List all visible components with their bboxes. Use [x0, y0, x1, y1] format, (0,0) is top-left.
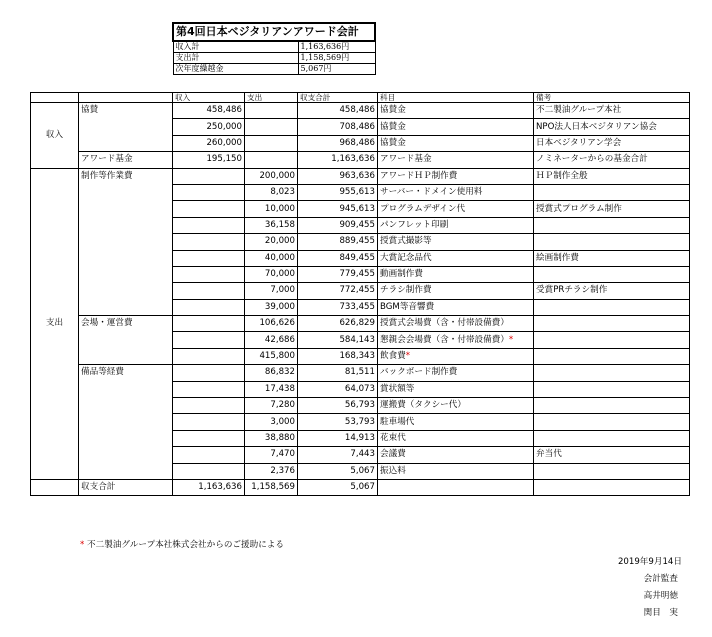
- subject-text: 花束代: [380, 433, 406, 443]
- summary-value: 1,163,636円: [298, 41, 375, 53]
- cell-balance: 708,486: [298, 119, 378, 135]
- cell-note: [534, 463, 690, 479]
- table-row: [31, 168, 690, 184]
- cell-income: [173, 365, 245, 381]
- cell-subject: [378, 463, 534, 479]
- cell-balance: 56,793: [298, 398, 378, 414]
- cell-income: [173, 250, 245, 266]
- ledger-body: [31, 103, 690, 480]
- cell-expense: 36,158: [245, 217, 298, 233]
- cell-subject: [378, 348, 534, 364]
- cell-income: [173, 234, 245, 250]
- subject-text: 会議費: [380, 449, 406, 460]
- total-income: 1,163,636: [173, 479, 245, 495]
- cell-balance: 7,443: [298, 447, 378, 463]
- cell-subject: [378, 250, 534, 266]
- cell-subject: [378, 217, 534, 233]
- subject-text: 運搬費（タクシー代）: [380, 400, 466, 411]
- cell-income: 195,150: [173, 152, 245, 168]
- subject-text: パンフレット印刷: [380, 219, 449, 230]
- subject-text: 駐車場代: [380, 416, 415, 427]
- cell-expense: 70,000: [245, 266, 298, 282]
- cell-expense: 2,376: [245, 463, 298, 479]
- cell-subject: [378, 414, 534, 430]
- cell-subject: [378, 365, 534, 381]
- header-note: 備考: [534, 93, 690, 103]
- footnote: [80, 538, 284, 550]
- cell-expense: 39,000: [245, 299, 298, 315]
- cell-expense: 20,000: [245, 234, 298, 250]
- cell-balance: 772,455: [298, 283, 378, 299]
- cell-note: ＨＰ制作全般: [534, 168, 690, 184]
- cell-income: [173, 381, 245, 397]
- cell-note: [534, 381, 690, 397]
- cell-subject: [378, 299, 534, 315]
- table-row: [31, 152, 690, 168]
- category-expense: 支出: [31, 168, 79, 479]
- cell-expense: 7,280: [245, 398, 298, 414]
- cell-expense: [245, 119, 298, 135]
- signature-role: 会計監査: [643, 574, 678, 584]
- cell-expense: 10,000: [245, 201, 298, 217]
- cell-expense: 7,000: [245, 283, 298, 299]
- cell-subject: [378, 316, 534, 332]
- table-row: [31, 365, 690, 381]
- cell-note: [534, 332, 690, 348]
- subject-text: 飲食費: [380, 351, 406, 362]
- cell-balance: 909,455: [298, 217, 378, 233]
- cell-note: 弁当代: [534, 447, 690, 463]
- cell-balance: 81,511: [298, 365, 378, 381]
- subject-text: チラシ制作費: [380, 285, 432, 296]
- subject-text: 振込料: [380, 465, 406, 476]
- cell-balance: 53,793: [298, 414, 378, 430]
- signature-date: 2019年9月14日: [617, 557, 682, 567]
- cell-expense: [245, 103, 298, 119]
- cell-note: 絵画制作費: [534, 250, 690, 266]
- cell-income: [173, 299, 245, 315]
- subject-text: 授賞式会場費（含・付帯設備費）: [380, 318, 509, 329]
- total-row: [31, 479, 690, 495]
- cell-note: [534, 348, 690, 364]
- cell-note: 授賞式プログラム制作: [534, 201, 690, 217]
- subject-text: アワード基金: [380, 154, 432, 165]
- cell-income: 458,486: [173, 103, 245, 119]
- subject-text: 賞状額等: [380, 383, 415, 394]
- subcategory-equipment: 備品等経費: [79, 365, 173, 480]
- cell-note: [534, 184, 690, 200]
- subcategory-production: 制作等作業費: [79, 168, 173, 316]
- cell-subject: [378, 152, 534, 168]
- cell-expense: [245, 135, 298, 151]
- subject-star: *: [405, 351, 411, 362]
- cell-subject: [378, 332, 534, 348]
- subject-text: 授賞式撮影等: [380, 236, 432, 247]
- cell-expense: 17,438: [245, 381, 298, 397]
- cell-note: [534, 414, 690, 430]
- cell-income: [173, 283, 245, 299]
- cell-expense: 106,626: [245, 316, 298, 332]
- cell-subject: [378, 266, 534, 282]
- cell-income: 250,000: [173, 119, 245, 135]
- cell-balance: 945,613: [298, 201, 378, 217]
- cell-balance: 733,455: [298, 299, 378, 315]
- footnote-star: *: [80, 540, 85, 550]
- header-row: [31, 93, 690, 103]
- cell-expense: 415,800: [245, 348, 298, 364]
- ledger-table: [30, 92, 690, 496]
- subcategory-venue: 会場・運営費: [79, 316, 173, 365]
- category-income: 収入: [31, 103, 79, 169]
- cell-balance: 889,455: [298, 234, 378, 250]
- signature-person: 高井明徳: [643, 591, 678, 601]
- subcategory-fund: アワード基金: [79, 152, 173, 168]
- cell-note: [534, 299, 690, 315]
- cell-subject: [378, 430, 534, 446]
- cell-subject: [378, 103, 534, 119]
- total-balance: 5,067: [298, 479, 378, 495]
- cell-note: 日本ベジタリアン学会: [534, 135, 690, 151]
- subject-text: 協賛金: [380, 105, 406, 116]
- subject-text: サーバー・ドメイン使用料: [380, 187, 483, 198]
- cell-income: [173, 430, 245, 446]
- table-row: [31, 316, 690, 332]
- cell-income: [173, 447, 245, 463]
- header-expense: 支出: [245, 93, 298, 103]
- total-label: 収支合計: [79, 479, 173, 495]
- cell-note: [534, 316, 690, 332]
- cell-balance: 14,913: [298, 430, 378, 446]
- cell-income: 260,000: [173, 135, 245, 151]
- cell-expense: 86,832: [245, 365, 298, 381]
- table-row: [31, 103, 690, 119]
- cell-note: ノミネーターからの基金合計: [534, 152, 690, 168]
- cell-expense: 40,000: [245, 250, 298, 266]
- cell-income: [173, 168, 245, 184]
- summary-label: 支出計: [173, 53, 298, 64]
- cell-subject: [378, 119, 534, 135]
- cell-note: [534, 430, 690, 446]
- summary-label: 収入計: [173, 41, 298, 53]
- cell-subject: [378, 283, 534, 299]
- cell-income: [173, 201, 245, 217]
- cell-income: [173, 332, 245, 348]
- summary-label: 次年度繰越金: [173, 64, 298, 75]
- subject-text: 協賛金: [380, 137, 406, 148]
- cell-expense: 3,000: [245, 414, 298, 430]
- cell-expense: [245, 152, 298, 168]
- cell-expense: 7,470: [245, 447, 298, 463]
- cell-subject: [378, 184, 534, 200]
- header-income: 収入: [173, 93, 245, 103]
- cell-note: [534, 217, 690, 233]
- footnote-text: 不二製油グループ本社株式会社からのご援助による: [84, 540, 284, 550]
- subject-text: アワードＨＰ制作費: [380, 170, 458, 181]
- cell-balance: 626,829: [298, 316, 378, 332]
- cell-income: [173, 348, 245, 364]
- total-expense: 1,158,569: [245, 479, 298, 495]
- cell-balance: 168,343: [298, 348, 378, 364]
- signature-person: 関目 実: [643, 608, 678, 618]
- cell-income: [173, 217, 245, 233]
- cell-note: [534, 234, 690, 250]
- subject-star: *: [508, 334, 514, 345]
- summary-title: 第4回日本ベジタリアンアワード会計: [173, 23, 375, 41]
- cell-balance: 64,073: [298, 381, 378, 397]
- subject-text: 懇親会会場費（含・付帯設備費）: [380, 334, 509, 345]
- cell-expense: 38,880: [245, 430, 298, 446]
- cell-balance: 955,613: [298, 184, 378, 200]
- cell-balance: 779,455: [298, 266, 378, 282]
- cell-expense: 42,686: [245, 332, 298, 348]
- header-subject: 科目: [378, 93, 534, 103]
- cell-note: NPO法人日本ベジタリアン協会: [534, 119, 690, 135]
- cell-note: 受賞PRチラシ制作: [534, 283, 690, 299]
- cell-subject: [378, 135, 534, 151]
- cell-balance: 963,636: [298, 168, 378, 184]
- cell-note: [534, 365, 690, 381]
- subject-text: バックボード制作費: [380, 367, 458, 378]
- subject-text: 協賛金: [380, 121, 406, 132]
- cell-balance: 968,486: [298, 135, 378, 151]
- cell-subject: [378, 381, 534, 397]
- cell-income: [173, 316, 245, 332]
- subject-text: 動画制作費: [380, 269, 423, 280]
- cell-income: [173, 184, 245, 200]
- cell-subject: [378, 447, 534, 463]
- subject-text: BGM等音響費: [380, 301, 435, 312]
- cell-subject: [378, 168, 534, 184]
- subject-text: プログラムデザイン代: [380, 203, 466, 214]
- cell-expense: 8,023: [245, 184, 298, 200]
- cell-balance: 584,143: [298, 332, 378, 348]
- cell-income: [173, 463, 245, 479]
- cell-balance: 458,486: [298, 103, 378, 119]
- cell-balance: 849,455: [298, 250, 378, 266]
- cell-subject: [378, 201, 534, 217]
- cell-expense: 200,000: [245, 168, 298, 184]
- cell-income: [173, 414, 245, 430]
- header-balance: 収支合計: [298, 93, 378, 103]
- cell-balance: 1,163,636: [298, 152, 378, 168]
- cell-note: [534, 266, 690, 282]
- summary-value: 5,067円: [298, 64, 375, 75]
- cell-note: 不二製油グループ本社: [534, 103, 690, 119]
- subject-text: 大賞記念品代: [380, 252, 432, 263]
- summary-table: [172, 22, 376, 75]
- summary-value: 1,158,569円: [298, 53, 375, 64]
- cell-subject: [378, 234, 534, 250]
- cell-income: [173, 266, 245, 282]
- subcategory-sponsor: 協賛: [79, 103, 173, 152]
- cell-subject: [378, 398, 534, 414]
- cell-balance: 5,067: [298, 463, 378, 479]
- cell-income: [173, 398, 245, 414]
- cell-note: [534, 398, 690, 414]
